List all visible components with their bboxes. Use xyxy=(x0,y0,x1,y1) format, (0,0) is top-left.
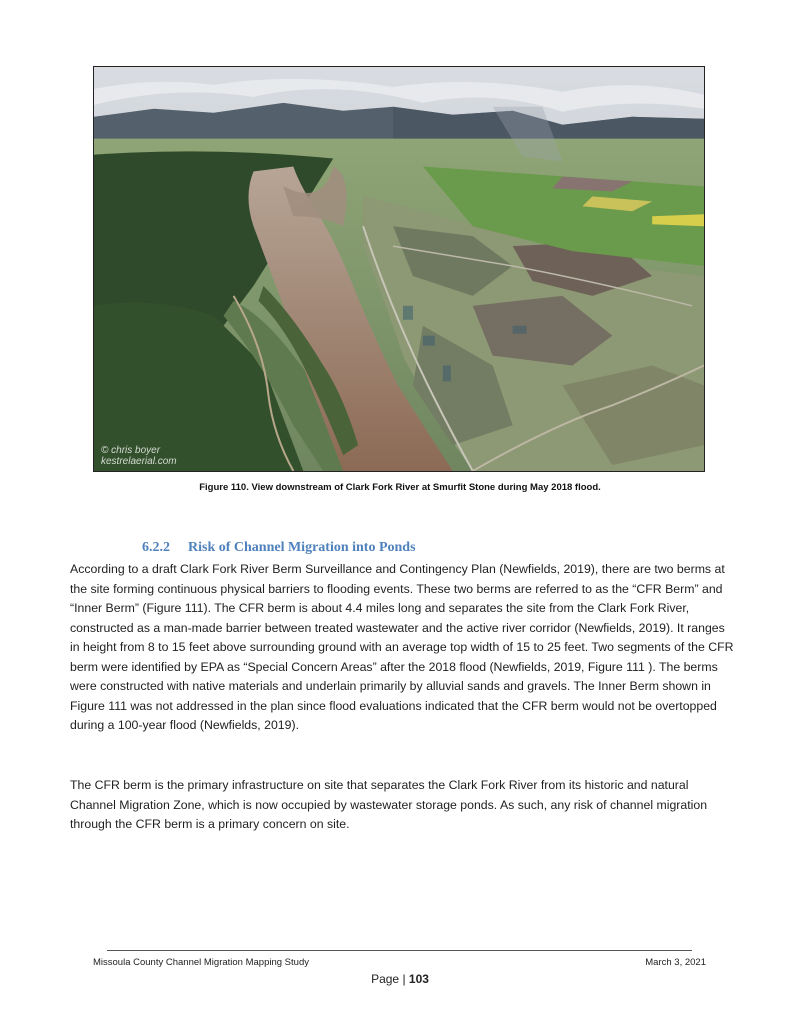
page-label: Page | xyxy=(371,972,409,986)
section-title: Risk of Channel Migration into Ponds xyxy=(188,540,416,555)
footer-date: March 3, 2021 xyxy=(645,957,706,968)
footer-document-title: Missoula County Channel Migration Mapping Study xyxy=(93,957,309,968)
body-paragraph-1: According to a draft Clark Fork River Berm Surveillance and Contingency Plan (Newfields, 2019), there are two berms at the site forming continuous physical barriers to flooding events. These two berms are referred to as the “CFR Berm” and “Inner Berm” (Figure 111). The CFR berm is about 4.4 miles long and separates the site from the Clark Fork River, constructed as a man-made barrier between treated wastewater and the active river corridor (Newfields, 2019). It ranges in height from 8 to 15 feet above surrounding ground with an average top width of 15 to 25 feet. Two segments of the CFR berm were identified by EPA as “Special Concern Areas” after the 2018 flood (Newfields, 2019, Figure 111 ). The berms were constructed with native materials and underlain primarily by alluvial sands and gravels. The Inner Berm shown in Figure 111 was not addressed in the plan since flood evaluations indicated that the CFR berm would not be overtopped during a 100-year flood (Newfields, 2019). xyxy=(70,562,734,732)
page-number xyxy=(0,972,800,986)
section-number: 6.2.2 xyxy=(142,540,170,555)
figure-caption: Figure 110. View downstream of Clark Fork River at Smurfit Stone during May 2018 flood. xyxy=(199,482,601,493)
photo-credit-watermark xyxy=(101,445,177,467)
footer-divider xyxy=(107,950,692,951)
body-paragraph-2: The CFR berm is the primary infrastructure on site that separates the Clark Fork River from its historic and natural Channel Migration Zone, which is now occupied by wastewater storage ponds. As such, any risk of channel migration through the CFR berm is a primary concern on site. xyxy=(70,778,708,831)
aerial-photo xyxy=(93,66,705,472)
aerial-photo-illustration xyxy=(94,67,704,471)
page-number-value: 103 xyxy=(408,972,429,986)
section-heading xyxy=(142,540,416,556)
watermark-site: kestrelaerial.com xyxy=(101,456,177,467)
watermark-author: © chris boyer xyxy=(101,445,161,456)
